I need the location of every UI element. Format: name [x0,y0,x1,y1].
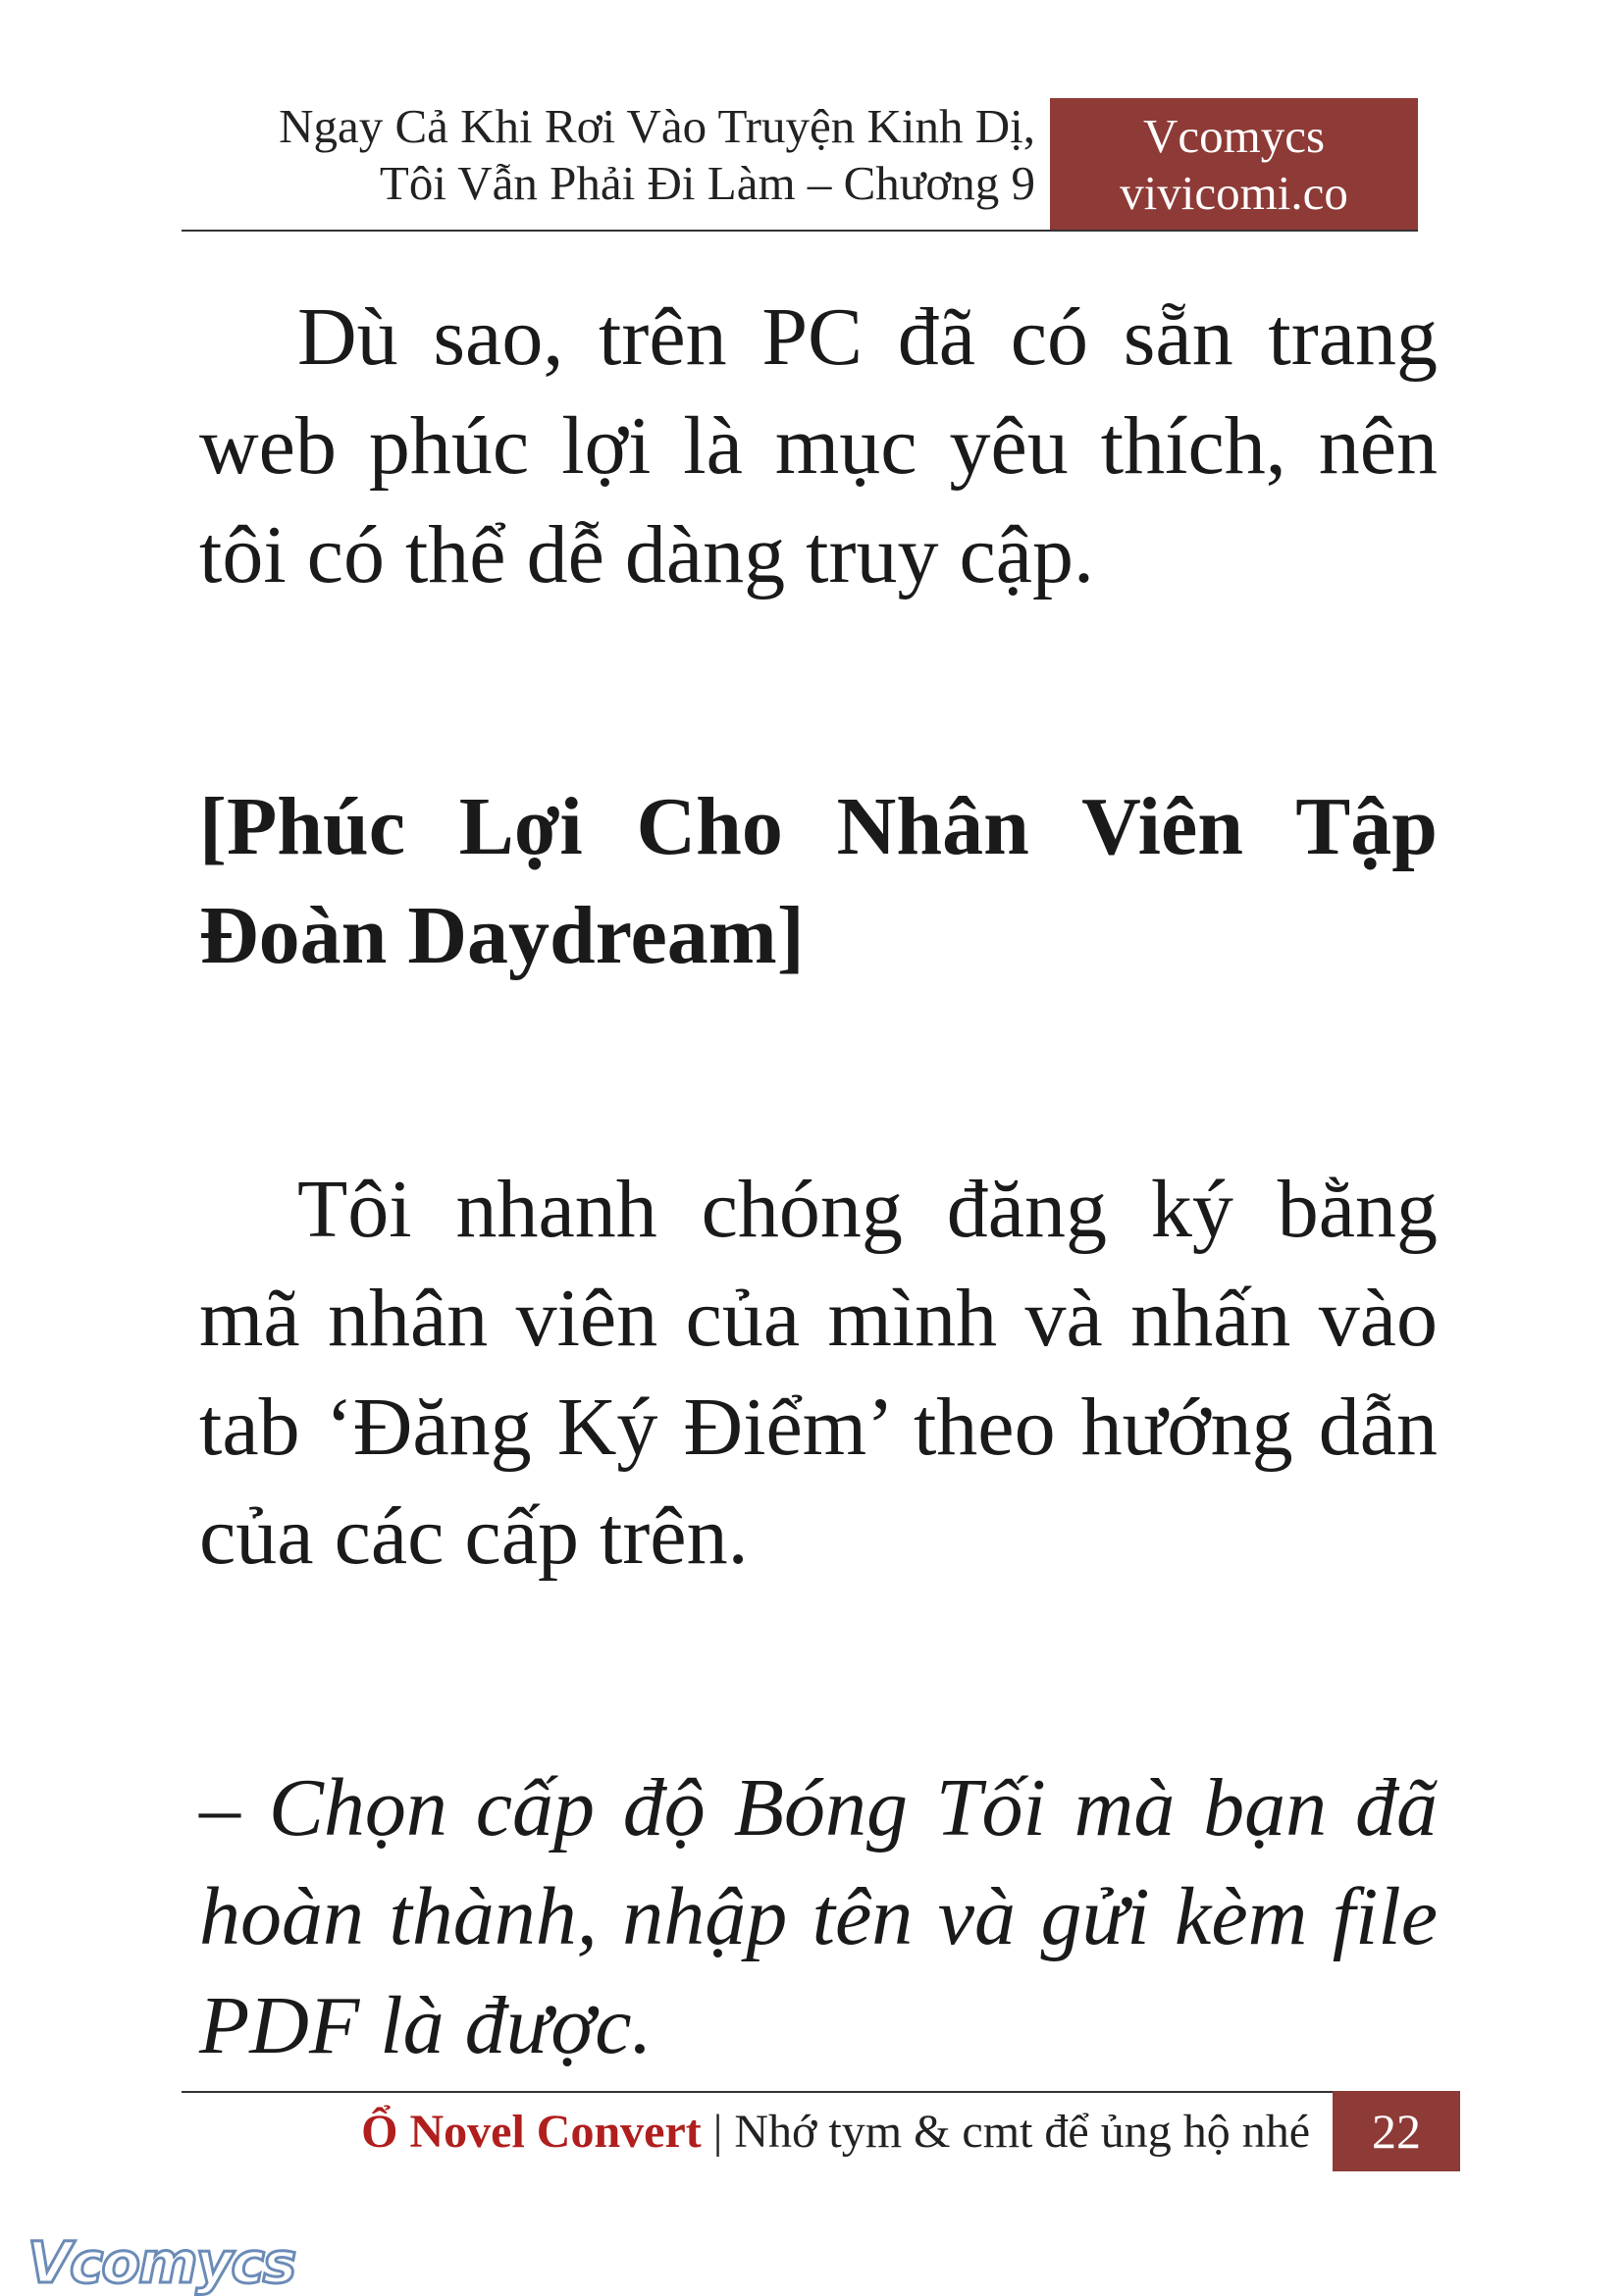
chapter-title-line1: Ngay Cả Khi Rơi Vào Truyện Kinh Dị, [279,99,1035,153]
section-heading-line: [Phúc Lợi Cho Nhân Viên Tập [199,781,1438,872]
chapter-title [182,98,1035,212]
paragraph-2-line: Tôi nhanh chóng đăng ký bằng [297,1164,1438,1255]
footer-note: Nhớ tym & cmt để ủng hộ nhé [734,2106,1310,2158]
paragraph-3-line: PDF là được. [199,1980,653,2071]
watermark-logo: Vcomycs [27,2229,295,2296]
section-heading [199,772,1438,990]
paragraph-3-line: – Chọn cấp độ Bóng Tối mà bạn đã [199,1762,1438,1853]
paragraph-1 [199,283,1438,609]
header-divider [182,230,1418,232]
paragraph-2-line: tab ‘Đăng Ký Điểm’ theo hướng dẫn [199,1382,1438,1473]
site-badge-url: vivicomi.co [1120,166,1348,220]
paragraph-1-line: Dù sao, trên PC đã có sẵn trang [297,291,1438,383]
paragraph-3-line: hoàn thành, nhập tên và gửi kèm file [199,1871,1438,1962]
paragraph-2 [199,1155,1438,1591]
paragraph-2-line: mã nhân viên của mình và nhấn vào [199,1273,1438,1364]
paragraph-2-line: của các cấp trên. [199,1490,749,1582]
site-badge-name: Vcomycs [1142,109,1326,163]
paragraph-1-line: tôi có thể dễ dàng truy cập. [199,509,1095,600]
paragraph-1-line: web phúc lợi là mục yêu thích, nên [199,400,1438,492]
site-badge [1050,98,1418,232]
footer-brand: Ổ Novel Convert [361,2106,702,2158]
footer-separator: | [712,2106,723,2158]
footer-divider [182,2091,1333,2093]
footer-credit [182,2098,1310,2166]
page-number: 22 [1333,2091,1460,2171]
paragraph-3-italic [199,1753,1438,2080]
chapter-title-line2: Tôi Vẫn Phải Đi Làm – Chương 9 [379,156,1035,210]
section-heading-line: Đoàn Daydream] [199,890,805,981]
